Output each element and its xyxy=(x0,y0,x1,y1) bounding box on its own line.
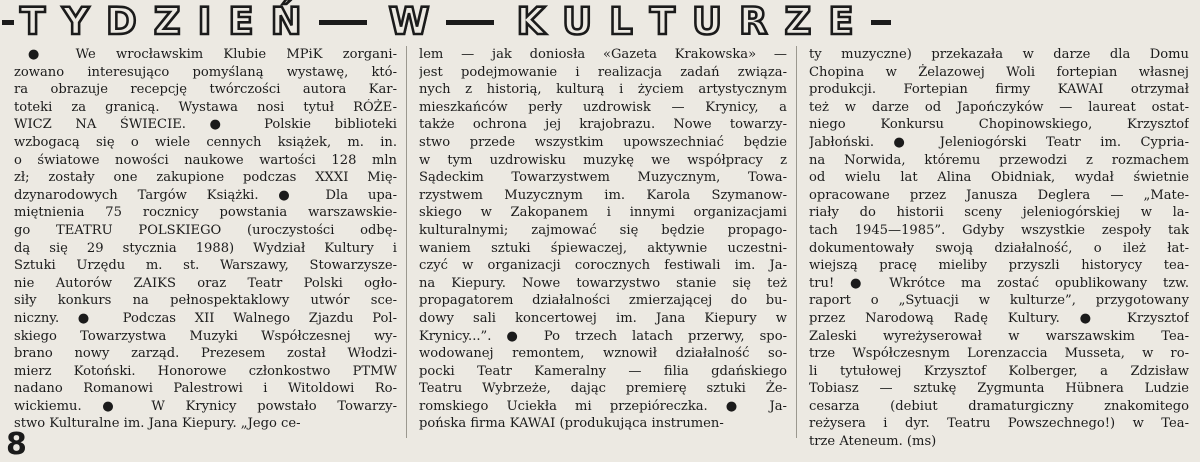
masthead-word-2 xyxy=(389,0,447,44)
text-line: niego Konkursu Chopinowskiego, Krzysztof xyxy=(809,117,1189,133)
text-line: trze Ateneum. (ms) xyxy=(809,434,937,450)
text-line: skiego w Zakopanem i innymi organizacjami xyxy=(419,205,787,221)
text-line: jest podejmowanie i realizacja zadań związa- xyxy=(419,64,787,80)
article-column-1 xyxy=(14,46,406,438)
text-line: Sądeckim Towarzystwem Muzycznym, Towa- xyxy=(419,170,787,186)
text-line: wzbogacą się o wiele cennych książek, m. in. xyxy=(14,134,397,150)
text-line: kulturalnymi; zajmować się będzie propago- xyxy=(419,222,787,238)
masthead-letter: W xyxy=(388,0,430,43)
article-columns xyxy=(14,46,1198,450)
text-line: skiego Towarzystwa Muzyki Współczesnej wy- xyxy=(14,328,397,344)
masthead-letter: T xyxy=(649,0,675,43)
masthead-letter: E xyxy=(228,0,254,43)
text-line: go TEATRU POLSKIEGO (uroczystości odbę- xyxy=(14,222,397,238)
text-line: waniem sztuki śpiewaczej, aktywnie uczestni- xyxy=(419,240,787,256)
text-line: na Kiepury. Nowe towarzystwo stanie się też xyxy=(419,275,787,291)
text-line: dowy sali koncertowej im. Jana Kiepury w xyxy=(419,310,787,326)
text-line: siły konkurs na pełnospektaklowy utwór sce- xyxy=(14,293,397,309)
page-number: 8 xyxy=(6,427,27,462)
text-line: WICZ NA ŚWIECIE. ● Polskie biblioteki xyxy=(14,117,397,133)
text-line: miętnienia 75 rocznicy powstania warszawskie- xyxy=(14,205,397,221)
text-line: dzynarodowych Targów Książki. ● Dla upa- xyxy=(14,187,397,203)
text-line: nych z historią, kulturą i życiem artystycznym xyxy=(419,82,787,98)
article-column-3 xyxy=(796,46,1198,450)
masthead-word-1 xyxy=(20,0,319,44)
masthead-dash xyxy=(446,20,494,25)
text-line: też w darze od Japończyków — laureat ostat- xyxy=(809,99,1189,115)
text-line: mieszkańców perły uzdrowisk — Krynicy, a xyxy=(419,99,787,115)
text-line: propagatorem działalności zmierzającej do bu- xyxy=(419,293,787,309)
masthead-letter: U xyxy=(692,0,723,43)
text-line: dą się 29 stycznia 1988) Wydział Kultury i xyxy=(14,240,397,256)
text-line: Sztuki Urzędu m. st. Warszawy, Stowarzysze- xyxy=(14,258,397,274)
text-line: wiejszą pracę mieliby przyszli historycy tea- xyxy=(809,258,1189,274)
text-line: nadano Romanowi Palestrowi i Witoldowi Ro- xyxy=(14,381,397,397)
text-line: opracowane przez Janusza Deglera — „Mate- xyxy=(809,187,1189,203)
text-line: lem — jak doniosła «Gazeta Krakowska» — xyxy=(419,47,787,62)
section-masthead xyxy=(0,0,1200,44)
masthead-dash xyxy=(319,20,367,25)
text-line: cesarza (debiut dramaturgiczny znakomitego xyxy=(809,398,1189,414)
text-line: toteki za granicą. Wystawa nosi tytuł RÓŻE- xyxy=(14,99,397,115)
text-line: Chopina w Żelazowej Woli fortepian własnej xyxy=(809,64,1189,80)
text-line: trze Współczesnym Lorenzaccia Musseta, w ro- xyxy=(809,346,1189,362)
text-line: przez Narodową Radę Kultury. ● Krzysztof xyxy=(809,310,1189,326)
text-line: romskiego Uciekła mi przepióreczka. ● Ja- xyxy=(419,398,787,414)
text-line: Krynicy...”. ● Po trzech latach przerwy, spo- xyxy=(419,328,787,344)
masthead-letter: Ń xyxy=(270,0,302,43)
text-line: dokumentowały swoją działalność, o ileż łat- xyxy=(809,240,1189,256)
text-line: wodowanej remontem, wznowił działalność so- xyxy=(419,346,787,362)
masthead-letter: D xyxy=(106,0,137,43)
text-line: wickiemu. ● W Krynicy powstało Towarzy- xyxy=(14,398,397,414)
text-line: nie Autorów ZAIKS oraz Teatr Polski ogło- xyxy=(14,275,397,291)
masthead-letter: I xyxy=(197,0,212,43)
masthead-letter: L xyxy=(609,0,633,43)
article-column-2 xyxy=(406,46,796,438)
text-line: riały do historii sceny jeleniogórskiej w la- xyxy=(809,205,1189,221)
text-line: rzystwem Muzycznym im. Karola Szymanow- xyxy=(419,187,787,203)
text-line: pońska firma KAWAI (produkująca instrumen- xyxy=(419,416,724,432)
text-line: mierz Kotoński. Honorowe członkostwo PTMW xyxy=(14,363,397,379)
masthead-letter: K xyxy=(516,0,546,43)
masthead-letter: R xyxy=(739,0,768,43)
text-line: od wielu lat Alina Obidniak, wydał świetnie xyxy=(809,170,1189,186)
masthead-word-3 xyxy=(516,0,870,44)
masthead-dash xyxy=(2,20,14,25)
text-line: tru! ● Wkrótce ma zostać opublikowany tzw. xyxy=(809,275,1189,291)
text-line: raport o „Sytuacji w kulturze”, przygotowany xyxy=(809,293,1189,309)
text-line: czyć w organizacji corocznych festiwali im. Ja- xyxy=(419,258,787,274)
masthead-letter: Y xyxy=(62,0,90,43)
text-line: na Norwida, któremu przewodzi z rozmachem xyxy=(809,152,1189,168)
text-line: tach 1945—1985”. Gdyby wszystkie zespoły tak xyxy=(809,222,1189,238)
text-line: Zaleski wyreżyserował w warszawskim Tea- xyxy=(809,328,1189,344)
text-line: w tym uzdrowisku muzykę we współpracy z xyxy=(419,152,787,168)
text-line: ty muzyczne) przekazała w darze dla Domu xyxy=(809,47,1189,62)
text-line: ● We wrocławskim Klubie MPiK zorgani- xyxy=(28,47,397,62)
text-line: brano nowy zarząd. Prezesem został Włodzi- xyxy=(14,346,397,362)
masthead-letter: E xyxy=(828,0,854,43)
text-line: o światowe nowości naukowe wartości 128 mln xyxy=(14,152,397,168)
text-line: stwo Kulturalne im. Jana Kiepury. „Jego ce- xyxy=(14,416,301,432)
masthead-dash xyxy=(871,20,891,25)
masthead-letter: Z xyxy=(784,0,812,43)
text-line: Jabłoński. ● Jeleniogórski Teatr im. Cypria- xyxy=(809,134,1189,150)
text-line: zł; zostały one zakupione podczas XXXI Mię- xyxy=(14,170,397,186)
masthead-letter: U xyxy=(562,0,593,43)
masthead-letter: Z xyxy=(153,0,181,43)
text-line: także ochrona jej krajobrazu. Nowe towarzy- xyxy=(419,117,787,133)
text-line: li tytułowej Krzysztof Kolberger, a Zdzisław xyxy=(809,363,1189,379)
text-line: produkcji. Fortepian firmy KAWAI otrzymał xyxy=(809,82,1189,98)
text-line: pocki Teatr Kameralny — filia gdańskiego xyxy=(419,363,787,379)
text-line: Tobiasz — sztukę Zygmunta Hübnera Ludzie xyxy=(809,381,1189,397)
masthead-letter: T xyxy=(20,0,46,43)
text-line: Teatru Wybrzeże, dając premierę sztuki Że- xyxy=(419,381,787,397)
text-line: stwo przede wszystkim upowszechniać będzie xyxy=(419,134,787,150)
text-line: zowano interesująco pomyślaną wystawę, któ- xyxy=(14,64,397,80)
text-line: reżysera i dyr. Teatru Powszechnego!) w Tea- xyxy=(809,416,1189,432)
text-line: niczny. ● Podczas XII Walnego Zjazdu Pol- xyxy=(14,310,397,326)
text-line: ra obrazuje recepcję twórczości autora Kar- xyxy=(14,82,397,98)
